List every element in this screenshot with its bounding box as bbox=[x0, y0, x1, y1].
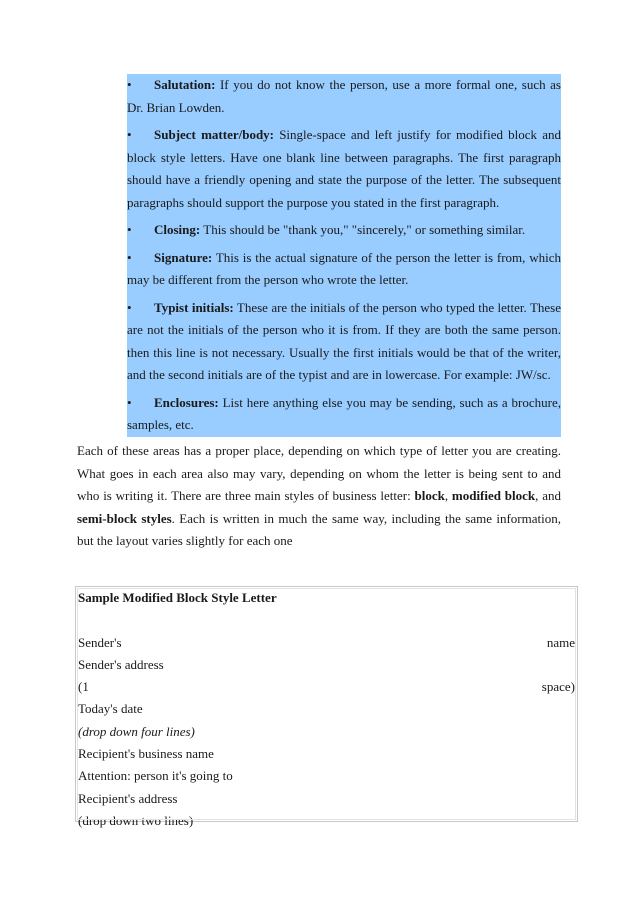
todays-date-line: Today's date bbox=[78, 701, 143, 717]
bullet-dot: • bbox=[127, 127, 132, 142]
bullet-text: If you do not know the person, use a more formal one, such as Dr. Brian Lowden. bbox=[127, 77, 561, 115]
body-paragraph bbox=[77, 440, 561, 553]
bullet-label: Enclosures: bbox=[154, 394, 219, 410]
bullet-enclosures bbox=[127, 392, 561, 437]
space-close: space) bbox=[541, 679, 575, 695]
bullet-dot: • bbox=[127, 299, 132, 315]
recipient-business-line: Recipient's business name bbox=[78, 746, 214, 762]
bullet-subject-matter bbox=[127, 124, 561, 214]
bullet-text: This should be "thank you," "sincerely," or something similar. bbox=[200, 222, 526, 237]
style-modified-block: modified block bbox=[451, 488, 536, 503]
bullet-signature bbox=[127, 247, 561, 292]
bullet-dot: • bbox=[127, 394, 132, 410]
style-block: block bbox=[414, 488, 445, 503]
sender-address-line: Sender's address bbox=[78, 656, 164, 672]
paragraph-separator: , and bbox=[535, 488, 561, 503]
name-label: name bbox=[546, 634, 575, 650]
drop-two-lines: (drop down two lines) bbox=[78, 812, 194, 828]
bullet-dot: • bbox=[127, 249, 132, 265]
bullet-label: Typist initials: bbox=[154, 299, 234, 315]
bullet-text: Single-space and left justify for modified block and block style letters. Have one blank line between paragraphs. The first paragraph should have a friendly opening and state the purpose of the letter. The subsequent paragraphs should support the purpose you stated in the first paragraph. bbox=[127, 127, 561, 210]
paragraph-separator: , bbox=[444, 488, 452, 503]
blank-line bbox=[78, 609, 575, 631]
space-open: (1 bbox=[78, 679, 89, 695]
bullet-dot: • bbox=[127, 222, 132, 237]
paragraph-text: . Each is written in much the same way, including the same information, but the layout varies slightly for each one bbox=[77, 510, 561, 548]
bullet-text: These are the initials of the person who typed the letter. These are not the initials of the person who it is from. If they are both the same person. then this line is not necessary. Usually the first initials would be that of the writer, and the second initials are of the typist and are in lowercase. For example: JW/sc. bbox=[127, 299, 561, 382]
senders-label: Sender's bbox=[78, 634, 122, 650]
sample-title: Sample Modified Block Style Letter bbox=[78, 590, 277, 605]
bullet-label: Closing: bbox=[154, 222, 201, 237]
bullet-dot: • bbox=[127, 77, 132, 92]
drop-four-lines: (drop down four lines) bbox=[78, 723, 195, 739]
style-semi-block: semi-block styles bbox=[77, 510, 172, 526]
recipient-address-line: Recipient's address bbox=[78, 790, 178, 806]
bullet-closing bbox=[127, 219, 561, 242]
bullet-typist-initials bbox=[127, 297, 561, 387]
one-space-line bbox=[78, 676, 575, 698]
bullet-label: Signature: bbox=[154, 249, 213, 265]
attention-line: Attention: person it's going to bbox=[78, 768, 233, 784]
bullet-label: Subject matter/body: bbox=[154, 127, 275, 142]
bullet-salutation bbox=[127, 74, 561, 119]
bullet-label: Salutation: bbox=[154, 77, 216, 92]
bullet-text: List here anything else you may be sending, such as a brochure, samples, etc. bbox=[127, 394, 561, 432]
senders-name-line bbox=[78, 632, 575, 654]
bullet-text: This is the actual signature of the person the letter is from, which may be different from the person who wrote the letter. bbox=[127, 249, 561, 287]
highlighted-bullet-list bbox=[127, 74, 561, 437]
paragraph-text: Each of these areas has a proper place, depending on which type of letter you are creating. What goes in each area also may vary, depending on whom the letter is being sent to and who is writing it. There are three main styles of business letter: bbox=[77, 443, 561, 503]
sample-letter-box bbox=[75, 586, 578, 828]
